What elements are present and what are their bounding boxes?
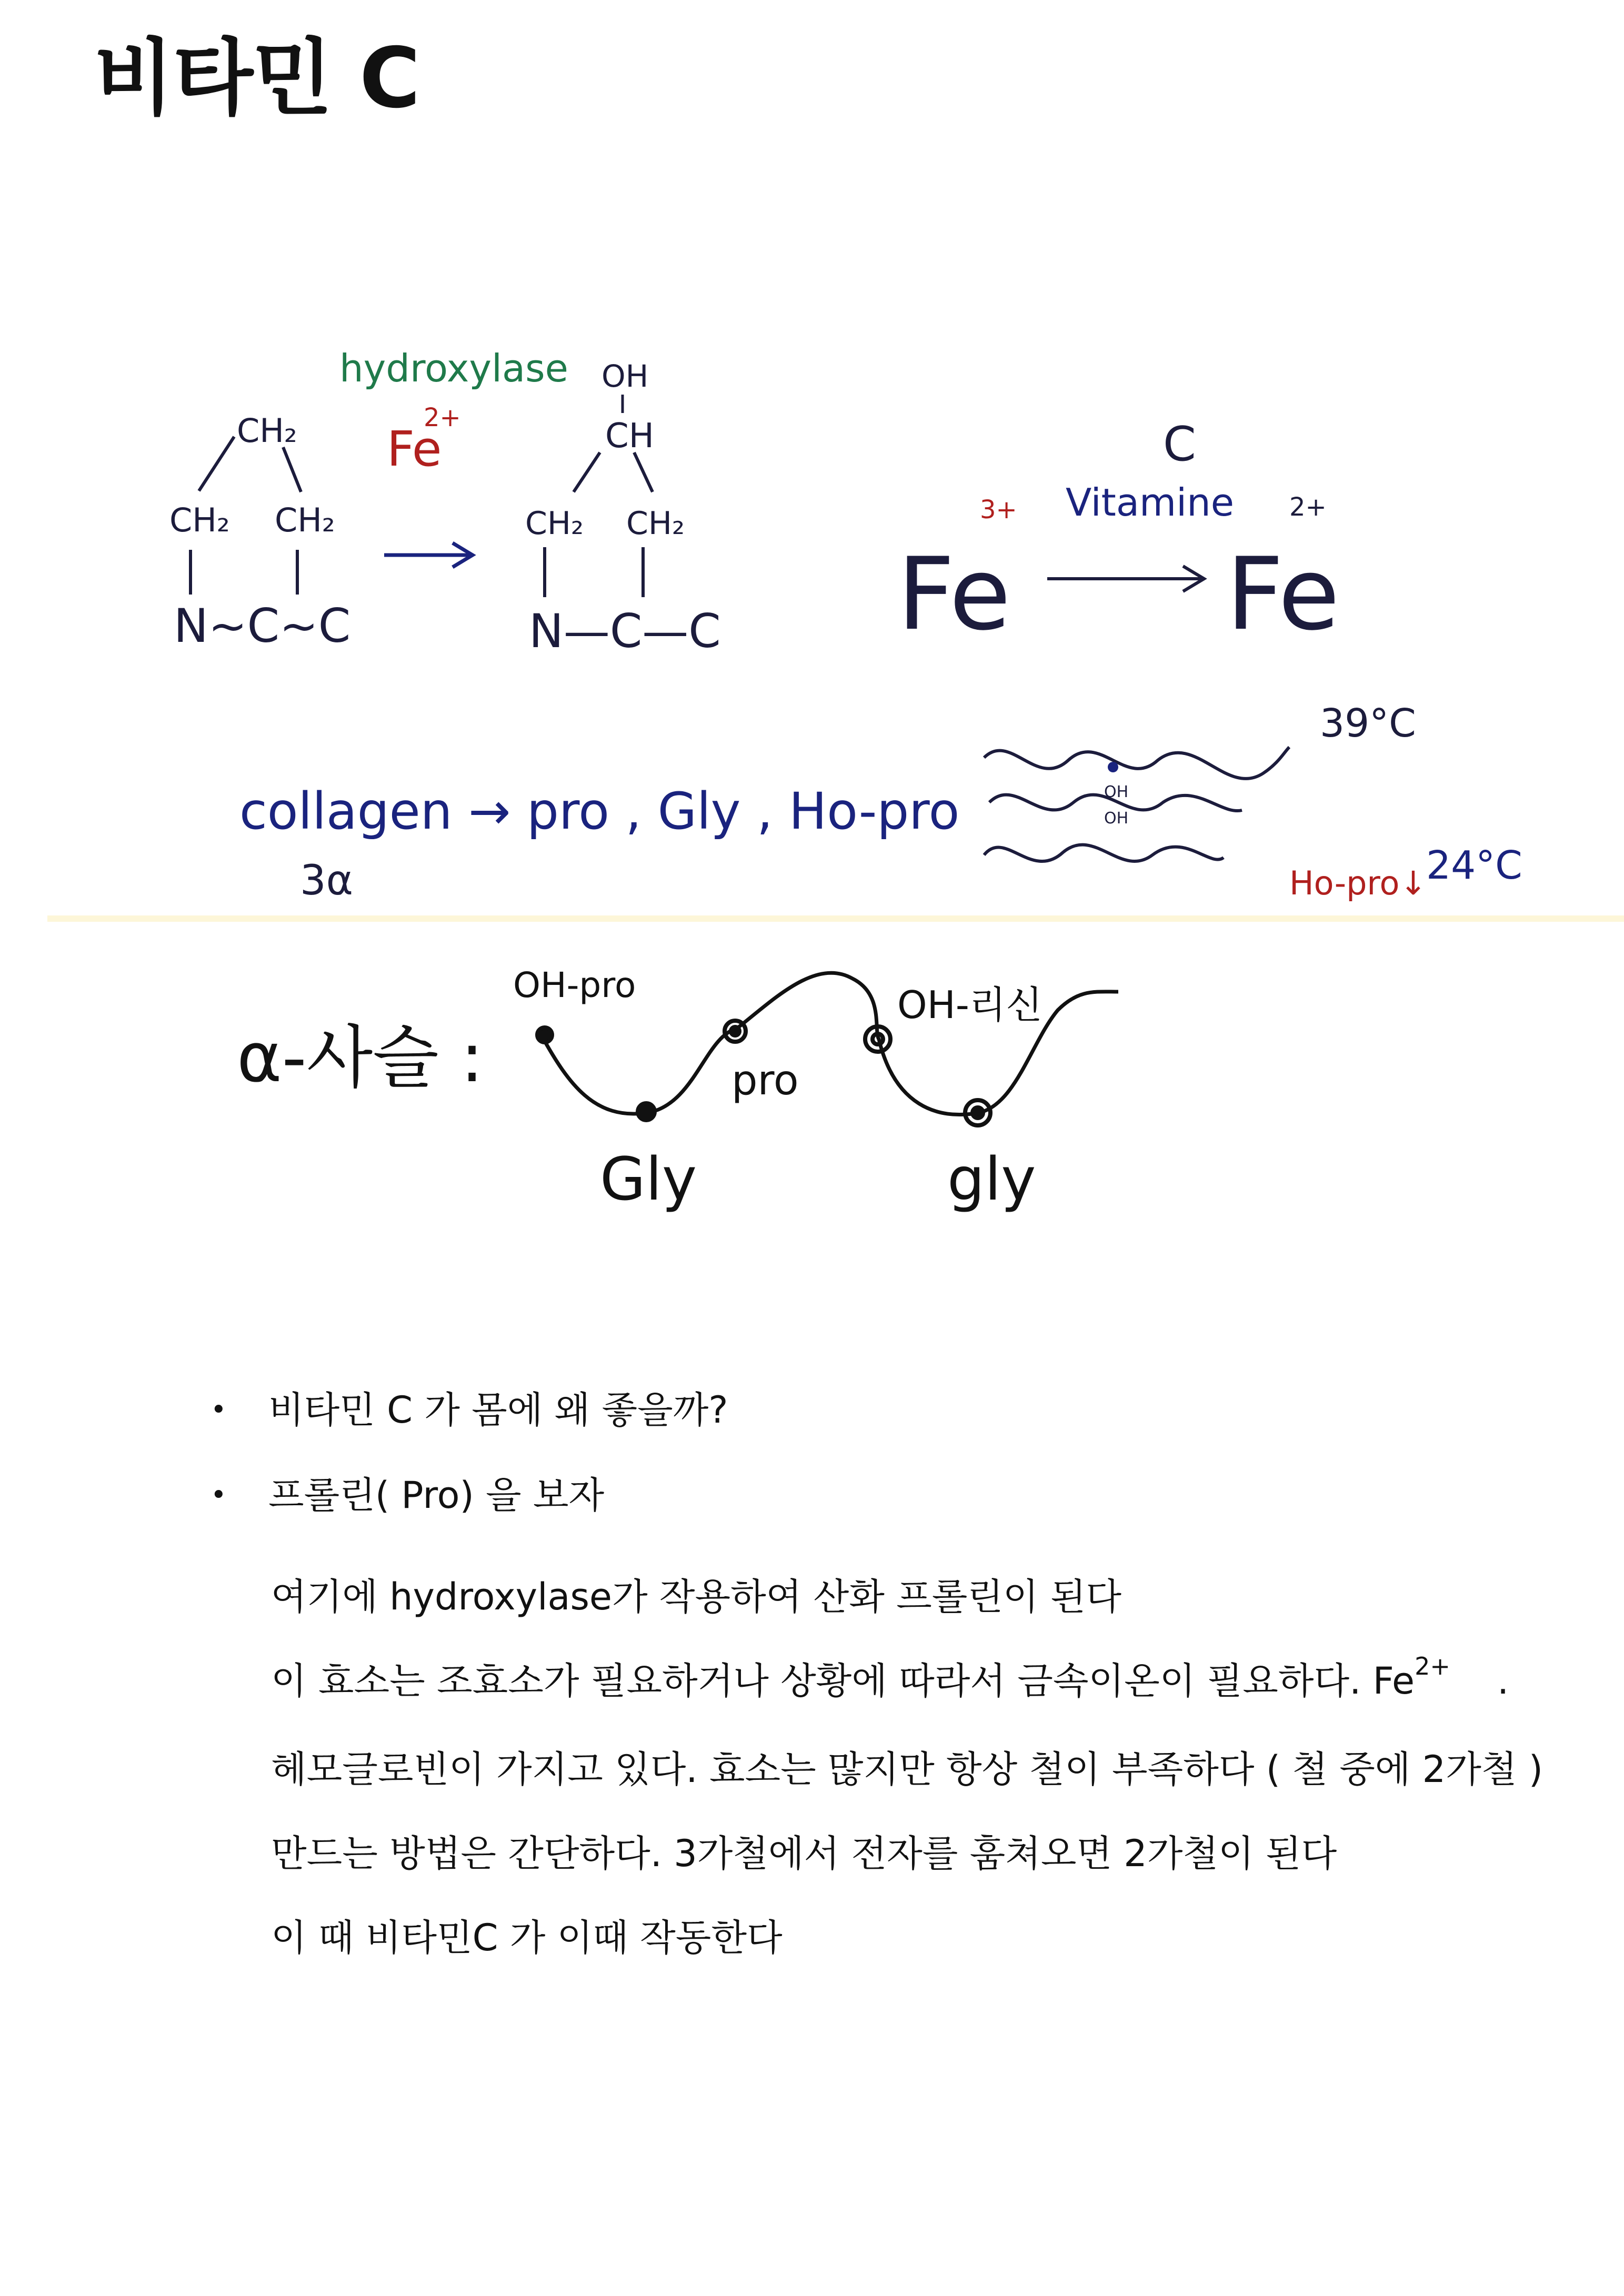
right-ch: CH: [605, 417, 654, 456]
oh-attachment-dot: [1108, 762, 1118, 772]
left-ch2-b: CH₂: [275, 501, 335, 539]
figure-divider: [47, 915, 1624, 922]
right-oh: OH: [602, 358, 649, 394]
gly-label: Gly: [600, 1145, 697, 1214]
explanation-text: [271, 1570, 1543, 1996]
body-line: [271, 1652, 1543, 1711]
right-ch2-a: CH₂: [525, 505, 584, 542]
hydroxylation-figure: [0, 284, 1624, 931]
cofactor-fe: Fe: [387, 421, 442, 477]
body-line: 여기에 hydroxylase가 작용하여 산화 프롤린이 된다: [271, 1575, 1122, 1618]
page-title: 비타민 C: [94, 30, 419, 127]
body-line-end: .: [1450, 1659, 1509, 1703]
enzyme-label: hydroxylase: [339, 346, 568, 390]
vitamin-c-letter: C: [1163, 417, 1196, 472]
fe2-charge: 2+: [1289, 492, 1327, 522]
proline-structure: [169, 411, 350, 653]
oh-tag-a: OH: [1104, 783, 1129, 801]
body-line: 헤모글로빈이 가지고 있다. 효소는 많지만 항상 철이 부족하다 ( 철 중에 2가철 ): [271, 1748, 1543, 1791]
fe3-charge: 3+: [980, 495, 1017, 525]
iron-reduction: [897, 417, 1340, 652]
triple-helix-waves: [984, 747, 1289, 861]
fe-superscript: 2+: [1415, 1652, 1450, 1680]
vitamin-word: Vitamine: [1066, 480, 1235, 525]
alpha-chain-label: α-사슬 :: [237, 1018, 484, 1097]
right-ch2-b: CH₂: [626, 505, 685, 542]
oh-lysine-label: OH-리신: [897, 983, 1042, 1027]
left-ch2-top: CH₂: [237, 411, 297, 450]
question-list: [210, 1384, 728, 1554]
reduction-arrow: [1047, 566, 1204, 591]
body-line-main: 이 효소는 조효소가 필요하거나 상황에 따라서 금속이온이 필요하다. Fe: [271, 1659, 1415, 1703]
right-ring-base: N—C—C: [529, 604, 721, 658]
oh-pro-label: OH-pro: [513, 965, 636, 1005]
temp-high: 39°C: [1320, 701, 1416, 746]
hydroxyproline-structure: [525, 358, 721, 658]
list-item: • 비타민 C 가 몸에 왜 좋을까?: [210, 1384, 728, 1436]
oh-tag-b: OH: [1104, 809, 1129, 828]
reaction-arrow: [384, 543, 473, 567]
gly-label-2: gly: [947, 1145, 1036, 1214]
cofactor-charge: 2+: [424, 403, 461, 432]
fe3-label: Fe: [897, 536, 1011, 652]
list-item: • 프롤린( Pro) 을 보자: [210, 1469, 728, 1522]
fe2-label: Fe: [1226, 536, 1340, 652]
temp-low: 24°C: [1426, 843, 1522, 888]
three-alpha: 3α: [300, 857, 354, 904]
left-ring-base: N~C~C: [174, 599, 351, 653]
pro-label: pro: [731, 1057, 799, 1104]
alpha-chain-figure: [0, 947, 1624, 1273]
left-ch2-a: CH₂: [169, 501, 230, 539]
body-line: 만드는 방법은 간단하다. 3가철에서 전자를 훔쳐오면 2가철이 된다: [271, 1832, 1337, 1875]
body-line: 이 때 비타민C 가 이때 작동한다: [271, 1916, 783, 1959]
hopro-label: Ho-pro↓: [1289, 864, 1427, 902]
collagen-equation: collagen → pro , Gly , Ho-pro: [239, 782, 960, 841]
